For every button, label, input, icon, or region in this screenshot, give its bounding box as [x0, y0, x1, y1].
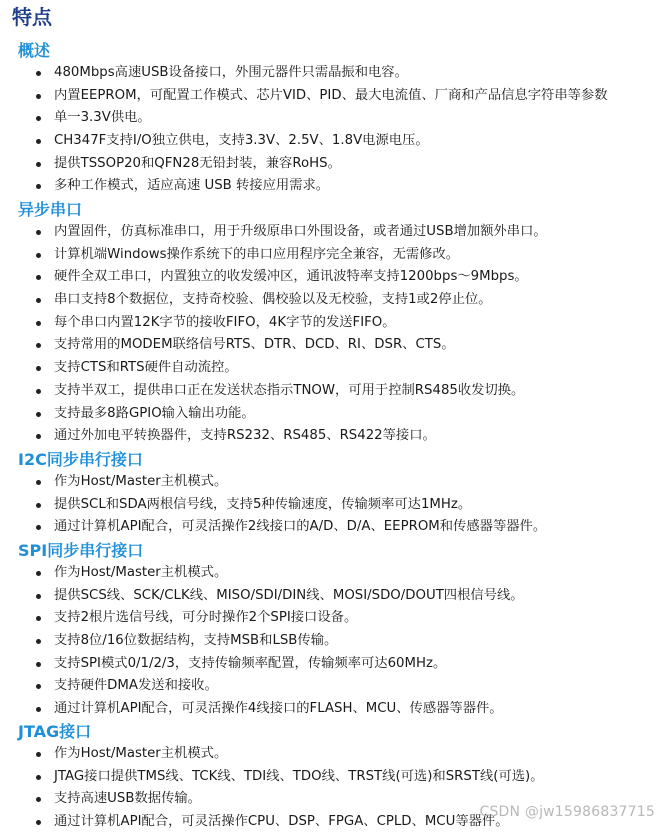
list-item: 支持2根片选信号线，可分时操作2个SPI接口设备。: [18, 607, 669, 630]
section-overview: [18, 40, 669, 198]
feature-list: [18, 471, 669, 539]
watermark: CSDN @jw15986837715: [479, 804, 655, 820]
section-spi: [18, 540, 669, 721]
list-item: 支持CTS和RTS硬件自动流控。: [18, 357, 669, 380]
list-item: 支持硬件DMA发送和接收。: [18, 675, 669, 698]
list-item: 通过计算机API配合，可灵活操作4线接口的FLASH、MCU、传感器等器件。: [18, 698, 669, 721]
section-title: 概述: [18, 41, 51, 60]
list-item: 支持SPI模式0/1/2/3，支持传输频率配置，传输频率可达60MHz。: [18, 653, 669, 676]
list-item: 支持高速USB数据传输。: [18, 788, 669, 811]
list-item: 作为Host/Master主机模式。: [18, 471, 669, 494]
list-item: 支持常用的MODEM联络信号RTS、DTR、DCD、RI、DSR、CTS。: [18, 334, 669, 357]
list-item: JTAG接口提供TMS线、TCK线、TDI线、TDO线、TRST线(可选)和SRST线(可选)。: [18, 766, 669, 789]
list-item: 通过计算机API配合，可灵活操作2线接口的A/D、D/A、EEPROM和传感器等器件。: [18, 516, 669, 539]
list-item: 支持8位/16位数据结构，支持MSB和LSB传输。: [18, 630, 669, 653]
list-item: 通过计算机API配合，可灵活操作CPU、DSP、FPGA、CPLD、MCU等器件。: [18, 811, 669, 834]
feature-list: [18, 221, 669, 448]
list-item: CH347F支持I/O独立供电，支持3.3V、2.5V、1.8V电源电压。: [18, 130, 669, 153]
section-title: JTAG接口: [18, 722, 92, 741]
page-title: 特点: [12, 5, 52, 29]
list-item: 内置固件，仿真标准串口，用于升级原串口外围设备，或者通过USB增加额外串口。: [18, 221, 669, 244]
list-item: 提供TSSOP20和QFN28无铅封装，兼容RoHS。: [18, 153, 669, 176]
list-item: 支持半双工，提供串口正在发送状态指示TNOW，可用于控制RS485收发切换。: [18, 380, 669, 403]
list-item: 计算机端Windows操作系统下的串口应用程序完全兼容，无需修改。: [18, 244, 669, 267]
list-item: 作为Host/Master主机模式。: [18, 743, 669, 766]
section-title: I2C同步串行接口: [18, 450, 143, 469]
list-item: 提供SCL和SDA两根信号线，支持5种传输速度，传输频率可达1MHz。: [18, 494, 669, 517]
list-item: 内置EEPROM，可配置工作模式、芯片VID、PID、最大电流值、厂商和产品信息字符串等参数: [18, 85, 669, 108]
feature-list: [18, 562, 669, 721]
list-item: 480Mbps高速USB设备接口，外围元器件只需晶振和电容。: [18, 62, 669, 85]
list-item: 支持最多8路GPIO输入输出功能。: [18, 403, 669, 426]
list-item: 硬件全双工串口，内置独立的收发缓冲区，通讯波特率支持1200bps～9Mbps。: [18, 266, 669, 289]
list-item: 通过外加电平转换器件，支持RS232、RS485、RS422等接口。: [18, 425, 669, 448]
list-item: 多种工作模式，适应高速 USB 转接应用需求。: [18, 175, 669, 198]
section-title: SPI同步串行接口: [18, 541, 144, 560]
feature-list: [18, 743, 669, 834]
feature-list: [18, 62, 669, 198]
list-item: 每个串口内置12K字节的接收FIFO，4K字节的发送FIFO。: [18, 312, 669, 335]
section-title: 异步串口: [18, 200, 83, 219]
list-item: 串口支持8个数据位，支持奇校验、偶校验以及无校验，支持1或2停止位。: [18, 289, 669, 312]
section-i2c: [18, 449, 669, 539]
list-item: 提供SCS线、SCK/CLK线、MISO/SDI/DIN线、MOSI/SDO/DOUT四根信号线。: [18, 585, 669, 608]
list-item: 单一3.3V供电。: [18, 107, 669, 130]
section-uart: [18, 199, 669, 448]
list-item: 作为Host/Master主机模式。: [18, 562, 669, 585]
